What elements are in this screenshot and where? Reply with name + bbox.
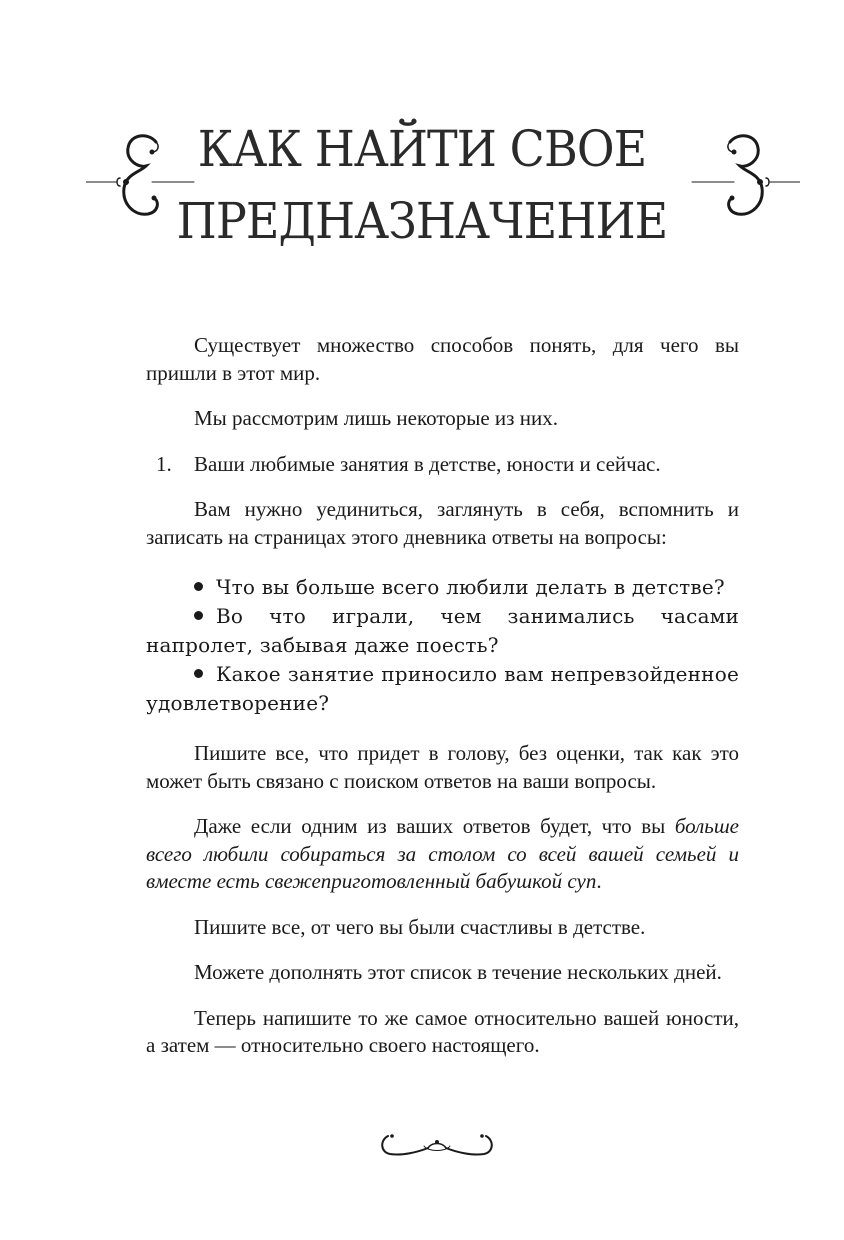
item-text: Ваши любимые занятия в детстве, юности и сейчас. bbox=[194, 451, 661, 476]
list-item: Во что играли, чем занимались часами напролет, забывая даже поесть? bbox=[146, 604, 739, 657]
footer-flourish-ornament-icon bbox=[378, 1126, 496, 1162]
paragraph-4: Пишите все, что придет в голову, без оценки, так как это может быть связано с поиском ответов на ваши вопросы. bbox=[146, 741, 739, 793]
left-swirl-ornament-icon bbox=[86, 126, 196, 226]
bullet-dot-icon bbox=[194, 582, 203, 591]
list-item: Что вы больше всего любили делать в детстве? bbox=[146, 573, 739, 602]
italic-phrase: больше всего любили собираться за столом со всей вашей семьей и вместе есть свежеприготовленный бабушкой суп bbox=[146, 814, 739, 893]
paragraph-7: Можете дополнять этот список в течение нескольких дней. bbox=[194, 960, 722, 984]
right-swirl-ornament-icon bbox=[690, 126, 800, 226]
chapter-body bbox=[146, 332, 739, 1060]
paragraph-1: Существует множество способов понять, для чего вы пришли в этот мир. bbox=[146, 333, 739, 385]
numbered-item-1 bbox=[146, 451, 739, 479]
paragraph-3: Вам нужно уединиться, заглянуть в себя, вспомнить и записать на страницах этого дневника ответы на вопросы: bbox=[146, 497, 739, 549]
bullet-dot-icon bbox=[194, 669, 203, 678]
item-number: 1. bbox=[156, 451, 172, 476]
chapter-title-line-2: ПРЕДНАЗНАЧЕНИЕ bbox=[176, 192, 668, 250]
paragraph-2: Мы рассмотрим лишь некоторые из них. bbox=[194, 406, 558, 430]
bullet-dot-icon bbox=[194, 611, 203, 620]
list-item: Какое занятие приносило вам непревзойденное удовлетворение? bbox=[146, 662, 739, 715]
question-list bbox=[146, 573, 739, 718]
paragraph-8: Теперь напишите то же самое относительно вашей юности, а затем — относительно своего настоящего. bbox=[146, 1005, 739, 1057]
chapter-title-line-1: КАК НАЙТИ СВОЕ bbox=[197, 120, 647, 178]
paragraph-6: Пишите все, от чего вы были счастливы в детстве. bbox=[194, 914, 646, 939]
paragraph-5: Даже если одним из ваших ответов будет, что вы больше всего любили собираться за столом со всей вашей семьей и вместе есть свежеприготовленный бабушкой суп. bbox=[146, 814, 739, 893]
